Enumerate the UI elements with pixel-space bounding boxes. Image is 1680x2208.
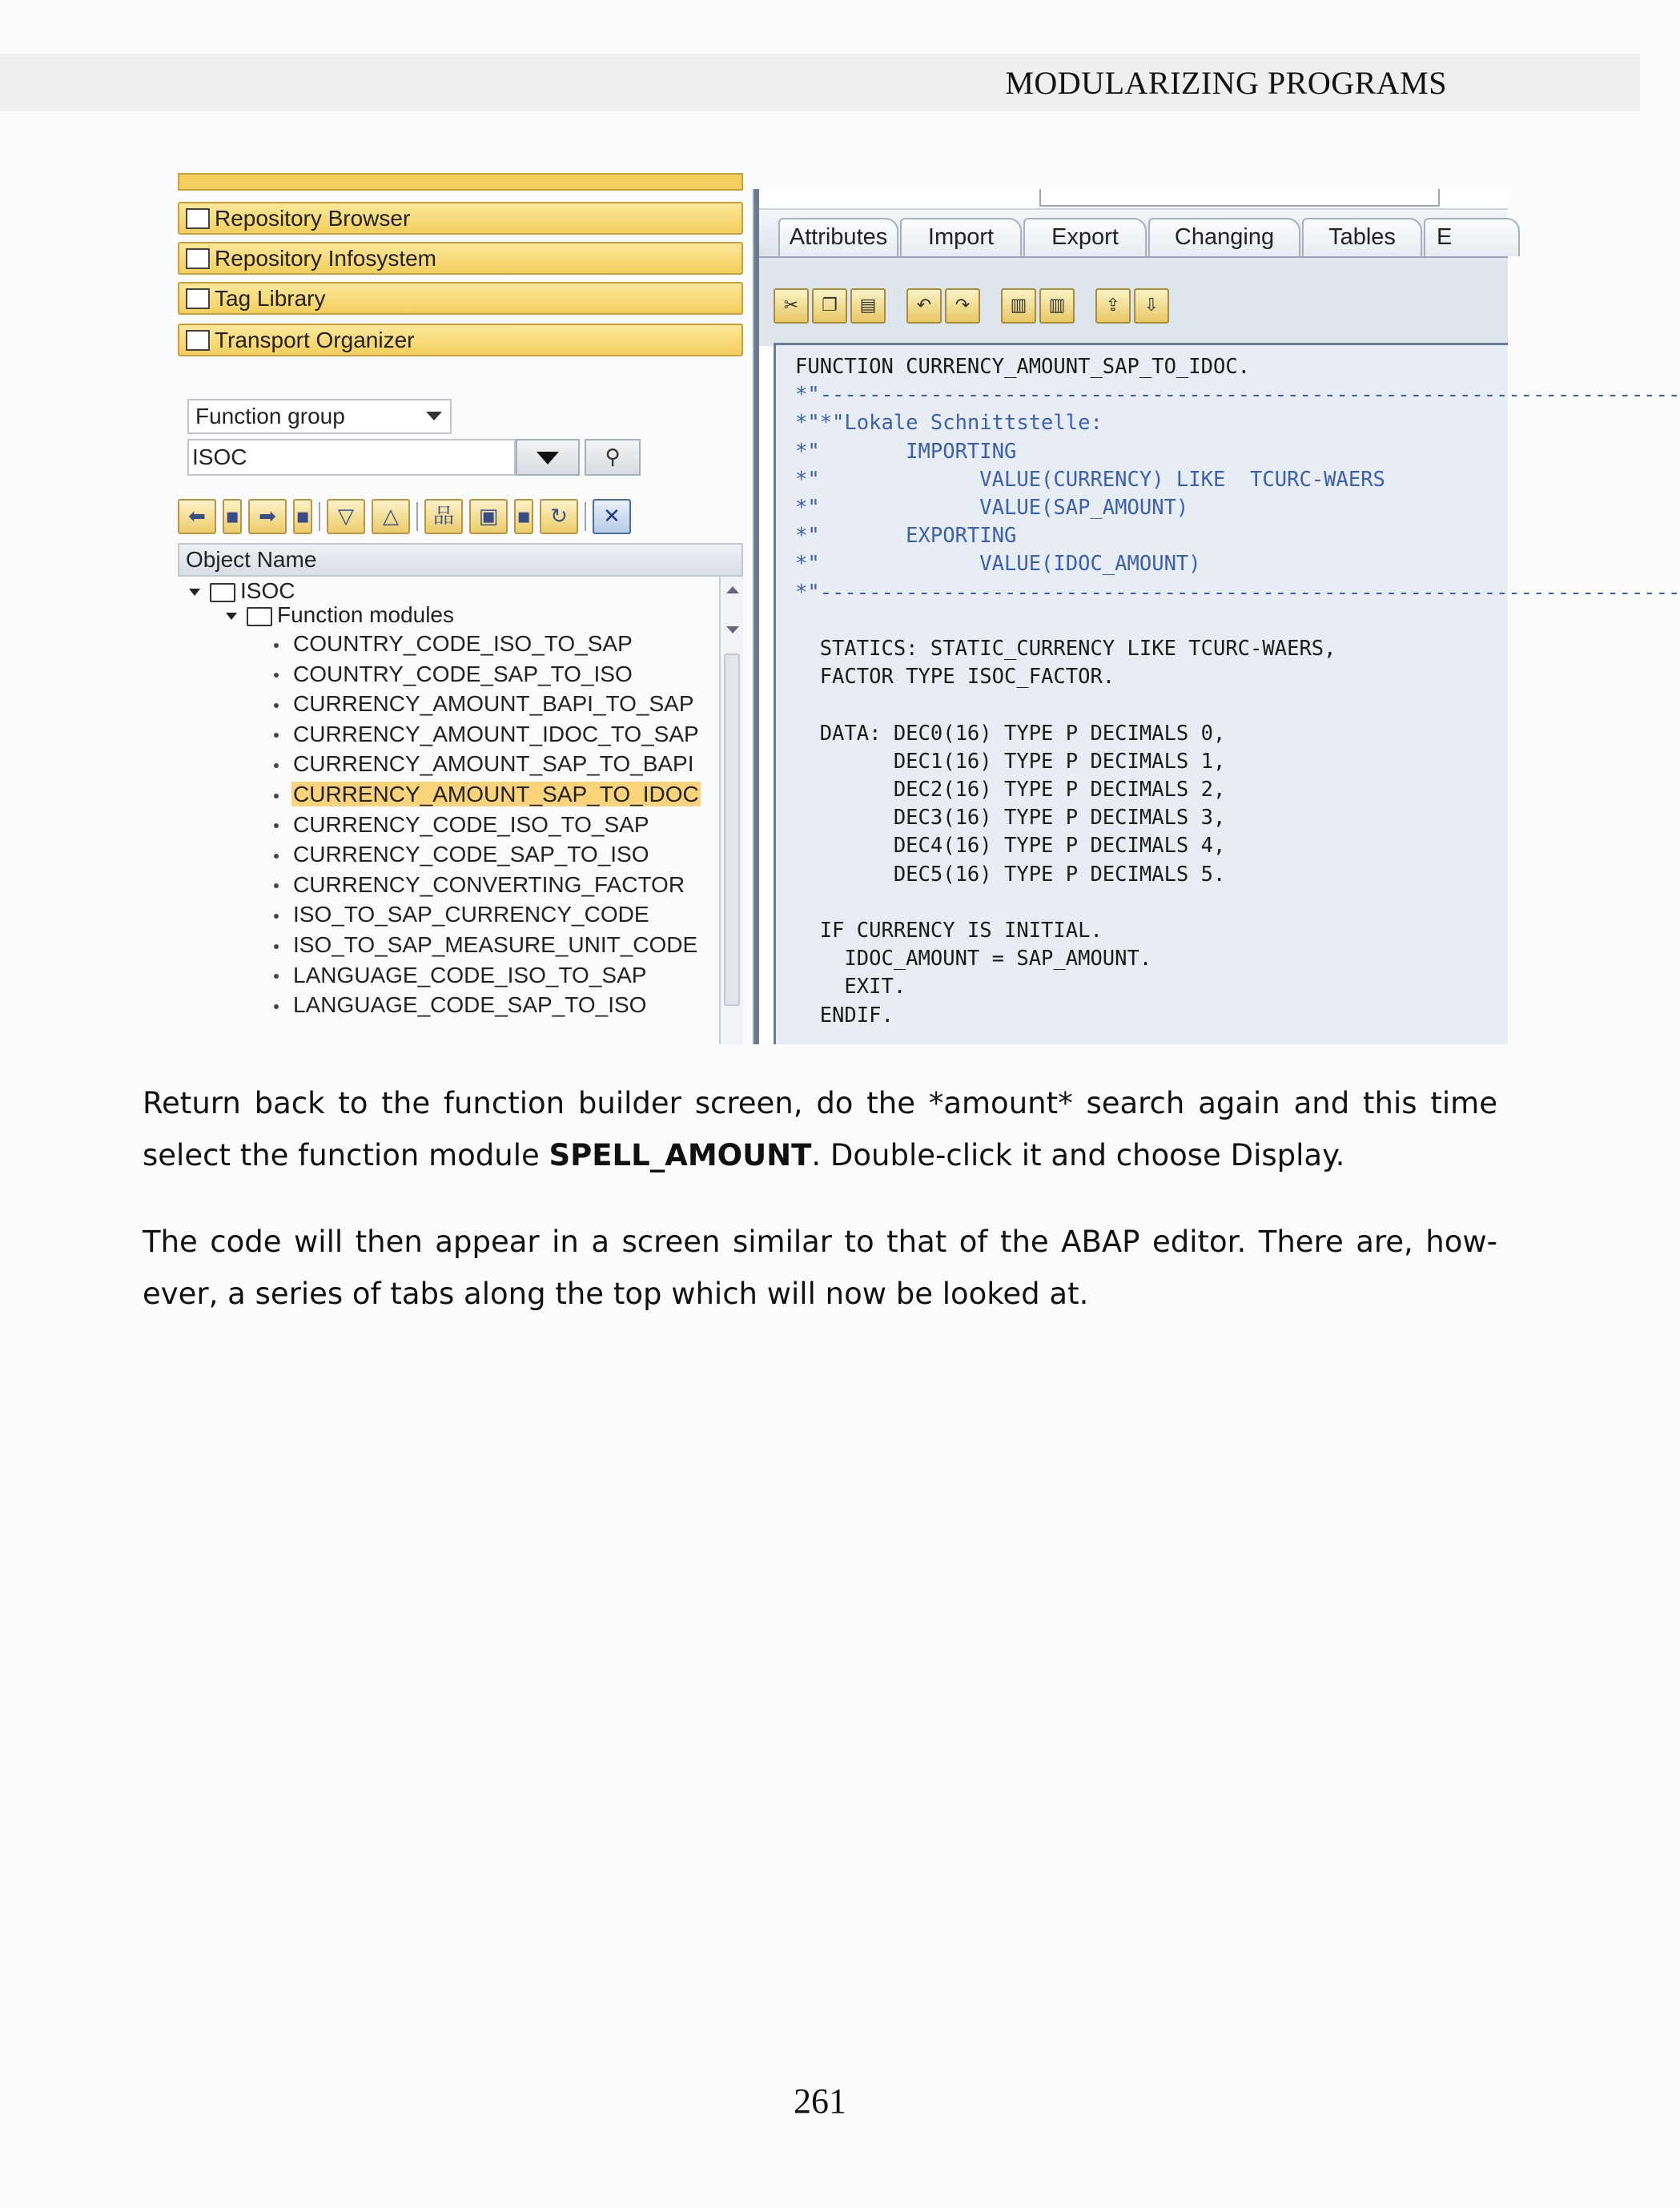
function-module-label: CURRENCY_CODE_SAP_TO_ISO — [293, 842, 649, 867]
bullet-icon — [274, 703, 279, 708]
function-module-label: COUNTRY_CODE_SAP_TO_ISO — [293, 661, 633, 686]
function-module-label: CURRENCY_CODE_ISO_TO_SAP — [293, 811, 649, 837]
hierarchy-icon — [186, 208, 210, 229]
tab-attributes[interactable]: Attributes — [778, 218, 898, 256]
function-builder-pane — [754, 189, 1680, 1044]
back-arrow-button[interactable]: ⬅ — [178, 499, 216, 534]
function-tabs — [759, 210, 1508, 258]
function-module-name: SPELL_AMOUNT — [549, 1138, 812, 1172]
code-line: *" EXPORTING — [795, 524, 1017, 549]
toolbar-separator — [585, 502, 586, 531]
function-module-item[interactable] — [274, 629, 634, 658]
bullet-icon — [274, 854, 279, 859]
back-history-button[interactable]: ▪ — [223, 499, 242, 534]
function-module-label: LANGUAGE_CODE_ISO_TO_SAP — [293, 962, 647, 987]
paragraph-text: . Double-click it and choose Display. — [811, 1138, 1345, 1172]
function-module-label: CURRENCY_AMOUNT_IDOC_TO_SAP — [293, 721, 699, 746]
toolbar-separator — [319, 502, 320, 531]
function-module-item[interactable] — [274, 750, 696, 778]
code-line: EXIT. — [795, 975, 906, 999]
object-name-input[interactable]: ISOC — [187, 439, 516, 476]
toolbar-separator — [416, 502, 418, 531]
nav-button-label: Repository Infosystem — [215, 245, 436, 271]
function-module-item[interactable] — [274, 871, 686, 899]
object-tree — [178, 577, 722, 1044]
navigator-toolbar — [178, 498, 631, 535]
display-glasses-button[interactable]: ⚲ — [585, 439, 641, 476]
function-module-label: CURRENCY_AMOUNT_SAP_TO_BAPI — [293, 751, 694, 777]
tag-icon — [186, 288, 210, 309]
object-navigator-pane — [170, 189, 754, 1044]
bullet-icon — [274, 974, 279, 979]
forward-arrow-button[interactable]: ➡ — [248, 499, 287, 534]
tab-import[interactable]: Import — [900, 218, 1022, 256]
collapse-all-button[interactable]: △ — [372, 499, 410, 534]
function-module-item[interactable] — [274, 961, 648, 990]
code-line: DATA: DEC0(16) TYPE P DECIMALS 0, — [795, 721, 1226, 746]
bullet-icon — [274, 733, 279, 738]
bullet-icon — [274, 823, 279, 828]
function-module-label: ISO_TO_SAP_CURRENCY_CODE — [293, 902, 649, 927]
scroll-down-icon[interactable] — [726, 626, 739, 633]
code-line: *" IMPORTING — [795, 439, 1017, 464]
function-module-item[interactable] — [274, 660, 634, 689]
function-module-item[interactable] — [274, 720, 701, 749]
page-number: 261 — [794, 2081, 846, 2121]
code-line: DEC2(16) TYPE P DECIMALS 2, — [795, 778, 1226, 802]
chevron-down-icon — [426, 412, 442, 420]
chevron-down-icon — [537, 452, 559, 465]
code-line: DEC1(16) TYPE P DECIMALS 1, — [795, 749, 1226, 774]
close-icon[interactable]: ✕ — [593, 499, 631, 534]
code-line: ENDIF. — [795, 1003, 894, 1028]
expand-triangle-icon — [189, 589, 200, 596]
object-list-header: Object Name — [178, 543, 743, 577]
repository-infosystem-button[interactable] — [178, 242, 743, 275]
redo-icon[interactable]: ↷ — [945, 288, 980, 324]
bullet-icon — [274, 944, 279, 949]
nav-button-label: Repository Browser — [215, 205, 411, 231]
code-line: DEC3(16) TYPE P DECIMALS 3, — [795, 806, 1226, 831]
code-line: *" VALUE(CURRENCY) LIKE TCURC-WAERS — [795, 467, 1385, 492]
bullet-icon — [274, 883, 279, 888]
function-module-item[interactable] — [274, 810, 651, 839]
truck-icon — [186, 330, 210, 351]
tab-exceptions[interactable]: E — [1424, 218, 1520, 256]
settings-menu-button[interactable]: ▪ — [514, 499, 533, 534]
code-editor[interactable] — [774, 343, 1680, 1044]
tree-root-label: ISOC — [240, 578, 295, 603]
source-code — [795, 353, 1680, 1030]
download-icon[interactable]: ⇩ — [1134, 288, 1169, 324]
nav-button-partial — [178, 173, 743, 191]
infosystem-icon — [186, 248, 210, 269]
settings-button[interactable]: ▣ — [469, 499, 508, 534]
find-next-icon[interactable]: ▥ — [1039, 288, 1075, 324]
tree-folder-label: Function modules — [277, 602, 455, 627]
paragraph-text: Return back to the function builder screen, do the *amount* search again and this time select the function module — [143, 1086, 1497, 1172]
function-module-item[interactable] — [274, 931, 699, 959]
nav-button-label: Transport Organizer — [215, 327, 415, 352]
folder-open-icon — [247, 607, 272, 626]
function-module-item[interactable] — [274, 991, 648, 1020]
code-line: *"---------------------------------------------------------------------- — [795, 383, 1680, 408]
paste-icon[interactable]: ▤ — [850, 288, 886, 324]
tab-tables[interactable]: Tables — [1302, 218, 1422, 256]
undo-icon[interactable]: ↶ — [906, 288, 942, 324]
tree-folder-function-modules[interactable] — [226, 601, 454, 629]
scroll-up-icon[interactable] — [726, 586, 739, 593]
scrollbar-thumb[interactable] — [724, 654, 740, 1006]
function-module-item[interactable] — [274, 840, 651, 869]
transport-organizer-button[interactable] — [178, 324, 743, 356]
function-module-label: ISO_TO_SAP_MEASURE_UNIT_CODE — [293, 932, 698, 957]
function-module-label: CURRENCY_AMOUNT_BAPI_TO_SAP — [293, 691, 694, 717]
function-module-input-partial — [1039, 189, 1440, 207]
find-icon[interactable]: ▥ — [1001, 288, 1036, 324]
running-head: MODULARIZING PROGRAMS — [1005, 65, 1447, 101]
object-name-dropdown-button[interactable] — [516, 439, 580, 476]
bullet-icon — [274, 763, 279, 768]
object-type-value: Function group — [195, 404, 345, 428]
expand-triangle-icon — [226, 613, 237, 620]
forward-history-button[interactable]: ▪ — [293, 499, 312, 534]
code-line: FUNCTION CURRENCY_AMOUNT_SAP_TO_IDOC. — [795, 355, 1251, 379]
code-line: IF CURRENCY IS INITIAL. — [795, 919, 1103, 943]
expand-all-button[interactable]: ▽ — [327, 499, 365, 534]
function-module-item[interactable] — [274, 900, 651, 929]
code-line: *" VALUE(IDOC_AMOUNT) — [795, 552, 1201, 577]
nav-button-label: Tag Library — [215, 285, 326, 311]
function-module-label: CURRENCY_CONVERTING_FACTOR — [293, 871, 685, 897]
function-module-label: CURRENCY_AMOUNT_SAP_TO_IDOC — [293, 782, 699, 806]
function-module-label: LANGUAGE_CODE_SAP_TO_ISO — [293, 992, 647, 1018]
upload-icon[interactable]: ⇪ — [1095, 288, 1131, 324]
bullet-icon — [274, 914, 279, 919]
body-paragraph-2: The code will then appear in a screen similar to that of the ABAP editor. There are, how-ever, a series of tabs along the top which will now be looked at. — [143, 1225, 1497, 1311]
cut-icon[interactable]: ✂ — [774, 288, 809, 324]
function-module-label: COUNTRY_CODE_ISO_TO_SAP — [293, 631, 633, 656]
tree-scrollbar[interactable] — [719, 577, 743, 1044]
tab-changing[interactable]: Changing — [1148, 218, 1300, 256]
repository-browser-button[interactable] — [178, 202, 743, 235]
bullet-icon — [274, 794, 279, 798]
code-line: IDOC_AMOUNT = SAP_AMOUNT. — [795, 947, 1152, 971]
code-line: *"*"Lokale Schnittstelle: — [795, 411, 1103, 436]
code-line: *" VALUE(SAP_AMOUNT) — [795, 496, 1189, 521]
function-module-item[interactable] — [274, 690, 696, 718]
bullet-icon — [274, 1004, 279, 1009]
sap-screenshot — [170, 189, 1680, 1044]
code-line: FACTOR TYPE ISOC_FACTOR. — [795, 665, 1115, 690]
bullet-icon — [274, 673, 279, 678]
code-line: *"---------------------------------------------------------------------- — [795, 580, 1680, 605]
refresh-button[interactable]: ↻ — [540, 499, 578, 534]
function-module-item[interactable] — [274, 780, 701, 809]
hierarchy-button[interactable]: 品 — [424, 499, 463, 534]
bullet-icon — [274, 643, 279, 648]
editor-toolbar — [759, 258, 1508, 346]
tab-export[interactable]: Export — [1023, 218, 1147, 256]
copy-icon[interactable]: ❐ — [812, 288, 847, 324]
tag-library-button[interactable] — [178, 282, 743, 315]
body-paragraph-1 — [143, 1077, 1497, 1181]
code-line: DEC4(16) TYPE P DECIMALS 4, — [795, 834, 1226, 859]
code-line: STATICS: STATIC_CURRENCY LIKE TCURC-WAERS, — [795, 637, 1336, 662]
object-type-dropdown[interactable] — [187, 399, 452, 434]
code-line: DEC5(16) TYPE P DECIMALS 5. — [795, 862, 1226, 887]
folder-icon — [210, 583, 235, 602]
